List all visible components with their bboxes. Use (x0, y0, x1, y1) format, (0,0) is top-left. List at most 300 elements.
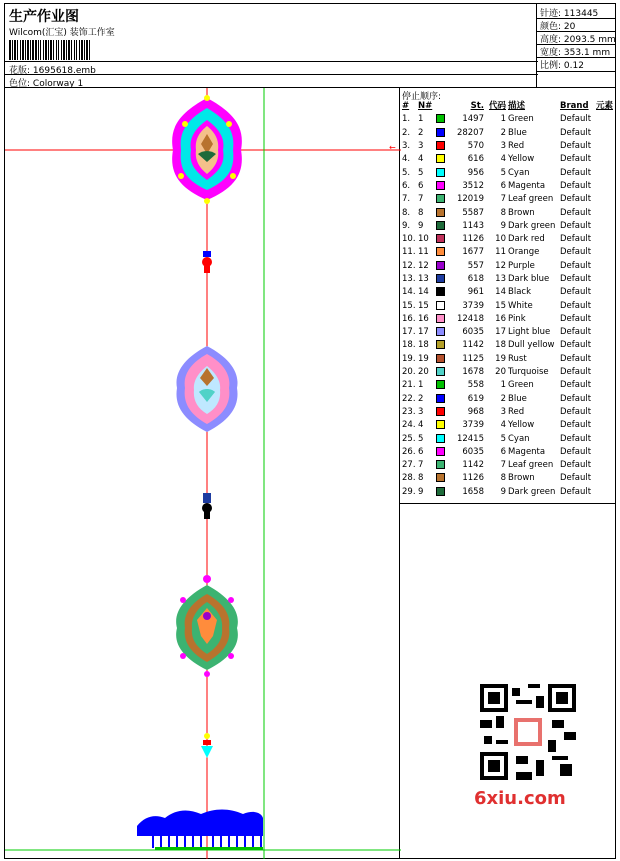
row-needle: 5 (418, 433, 424, 444)
row-description: White (508, 300, 533, 311)
row-element (595, 379, 614, 392)
row-brand: Default (560, 380, 592, 391)
row-swatch (435, 472, 449, 485)
row-swatch (435, 339, 449, 352)
color-swatch (436, 128, 445, 137)
row-description: Purple (508, 260, 535, 271)
row-swatch (435, 353, 449, 366)
row-stitches: 12415 (456, 433, 484, 444)
row-brand: Default (560, 406, 592, 417)
row-needle: 12 (418, 260, 429, 271)
table-row (401, 393, 614, 406)
row-swatch (435, 273, 449, 286)
row-stitches: 6035 (462, 446, 484, 457)
row-swatch (435, 246, 449, 259)
row-element (595, 446, 614, 459)
row-needle: 4 (418, 154, 424, 165)
table-row (401, 193, 614, 206)
table-row (401, 446, 614, 459)
pattern-label: 花版: (9, 66, 31, 76)
row-code: 2 (500, 127, 506, 138)
row-element (595, 366, 614, 379)
row-brand: Default (560, 433, 592, 444)
row-description: Cyan (508, 433, 530, 444)
row-needle: 9 (418, 220, 424, 231)
row-element (595, 140, 614, 153)
color-swatch (436, 261, 445, 270)
row-swatch (435, 206, 449, 219)
row-swatch (435, 260, 449, 273)
thread-table (401, 100, 614, 499)
design-preview (4, 88, 400, 859)
row-stitches: 616 (467, 154, 484, 165)
row-element (595, 313, 614, 326)
row-code: 7 (500, 194, 506, 205)
row-needle: 20 (418, 367, 429, 378)
row-index: 16. (402, 313, 416, 324)
row-swatch (435, 406, 449, 419)
row-index: 2. (402, 127, 411, 138)
row-index: 24. (402, 420, 416, 431)
row-brand: Default (560, 154, 592, 165)
company-name: Wilcom(汇宝) 装饰工作室 (9, 28, 115, 38)
color-swatch (436, 141, 445, 150)
row-needle: 2 (418, 127, 424, 138)
row-description: Magenta (508, 446, 546, 457)
row-element (595, 166, 614, 179)
row-brand: Default (560, 420, 592, 431)
row-swatch (435, 432, 449, 445)
embroidery-design-graphic (5, 88, 401, 859)
row-swatch (435, 419, 449, 432)
row-description: Dark blue (508, 274, 550, 284)
row-swatch (435, 140, 449, 153)
row-code: 16 (495, 313, 506, 324)
row-brand: Default (560, 473, 592, 484)
pattern-value: 1695618.emb (32, 66, 96, 76)
row-code: 11 (495, 247, 506, 258)
row-stitches: 618 (467, 274, 484, 284)
row-needle: 13 (418, 274, 429, 284)
row-stitches: 1497 (462, 114, 484, 125)
row-needle: 2 (418, 393, 424, 404)
row-element (595, 206, 614, 219)
row-swatch (435, 366, 449, 379)
color-swatch (436, 208, 445, 217)
divider (537, 71, 616, 72)
color-swatch (436, 194, 445, 203)
row-brand: Default (560, 247, 592, 258)
stop-sequence-title: 停止顺序: (402, 92, 442, 102)
row-needle: 4 (418, 420, 424, 431)
row-swatch (435, 379, 449, 392)
table-row (401, 233, 614, 246)
col-header-element: 元素 (596, 101, 614, 112)
row-stitches: 3739 (462, 300, 484, 311)
table-row (401, 286, 614, 299)
row-needle: 10 (418, 234, 429, 245)
row-description: Pink (508, 313, 526, 324)
row-brand: Default (560, 300, 592, 311)
table-row (401, 459, 614, 472)
row-index: 20. (402, 367, 416, 378)
row-swatch (435, 393, 449, 406)
table-header-row (401, 100, 614, 113)
col-header-description: 描述 (508, 101, 526, 112)
row-description: Yellow (508, 154, 535, 165)
table-row (401, 406, 614, 419)
barcode (9, 40, 139, 60)
row-description: Red (508, 141, 525, 152)
table-row (401, 140, 614, 153)
col-header-stitches: St. (470, 101, 484, 112)
scale-row (540, 58, 584, 71)
table-row (401, 353, 614, 366)
row-code: 1 (500, 114, 506, 125)
row-stitches: 12418 (456, 313, 484, 324)
row-stitches: 3739 (462, 420, 484, 431)
row-code: 20 (495, 367, 506, 378)
row-swatch (435, 299, 449, 312)
row-element (595, 180, 614, 193)
row-brand: Default (560, 340, 592, 351)
row-element (595, 486, 614, 499)
row-code: 6 (500, 180, 506, 191)
table-row (401, 127, 614, 140)
row-needle: 6 (418, 446, 424, 457)
row-code: 8 (500, 207, 506, 218)
row-needle: 16 (418, 313, 429, 324)
row-code: 2 (500, 393, 506, 404)
row-element (595, 459, 614, 472)
row-description: Turquoise (508, 367, 549, 378)
row-stitches: 619 (467, 393, 484, 404)
table-row (401, 313, 614, 326)
row-swatch (435, 326, 449, 339)
row-needle: 3 (418, 141, 424, 152)
scale-value: 0.12 (563, 61, 584, 71)
row-brand: Default (560, 114, 592, 125)
row-brand: Default (560, 486, 592, 497)
row-description: Green (508, 114, 534, 125)
row-swatch (435, 446, 449, 459)
color-swatch (436, 168, 445, 177)
row-description: Brown (508, 207, 535, 218)
row-swatch (435, 486, 449, 499)
row-element (595, 233, 614, 246)
color-swatch (436, 380, 445, 389)
row-index: 13. (402, 274, 416, 284)
row-element (595, 246, 614, 259)
colors-value: 20 (563, 22, 576, 32)
table-row (401, 432, 614, 445)
row-code: 12 (495, 260, 506, 271)
row-description: Dark green (508, 486, 556, 497)
table-row (401, 339, 614, 352)
row-description: Leaf green (508, 194, 554, 205)
row-brand: Default (560, 446, 592, 457)
row-index: 6. (402, 180, 411, 191)
row-stitches: 28207 (456, 127, 484, 138)
watermark-block (470, 682, 585, 812)
motif-bottom-band (137, 810, 263, 851)
colors-label: 颜色: (540, 22, 562, 32)
motif-small-dark (202, 493, 212, 519)
row-code: 19 (495, 353, 506, 364)
row-stitches: 1126 (462, 234, 484, 245)
watermark-site-text: 6xiu.com (474, 788, 566, 809)
col-header-brand: Brand (560, 101, 589, 112)
row-index: 12. (402, 260, 416, 271)
scale-label: 比例: (540, 61, 562, 71)
row-index: 4. (402, 154, 411, 165)
motif-small-red (202, 251, 212, 273)
color-swatch (436, 301, 445, 310)
row-swatch (435, 233, 449, 246)
row-description: Blue (508, 393, 527, 404)
row-index: 25. (402, 433, 416, 444)
color-swatch (436, 114, 445, 123)
row-index: 5. (402, 167, 411, 178)
row-description: Brown (508, 473, 535, 484)
stitches-value: 113445 (563, 9, 599, 19)
row-needle: 1 (418, 380, 424, 391)
row-swatch (435, 153, 449, 166)
table-row (401, 180, 614, 193)
table-row (401, 273, 614, 286)
divider (5, 61, 538, 62)
table-row (401, 472, 614, 485)
row-swatch (435, 127, 449, 140)
row-brand: Default (560, 460, 592, 471)
row-description: Green (508, 380, 534, 391)
table-row (401, 246, 614, 259)
color-swatch (436, 274, 445, 283)
row-element (595, 260, 614, 273)
row-element (595, 113, 614, 126)
row-needle: 9 (418, 486, 424, 497)
row-swatch (435, 286, 449, 299)
row-stitches: 1142 (462, 460, 484, 471)
row-description: Blue (508, 127, 527, 138)
row-element (595, 127, 614, 140)
table-row (401, 260, 614, 273)
color-swatch (436, 327, 445, 336)
row-brand: Default (560, 287, 592, 298)
row-swatch (435, 313, 449, 326)
row-element (595, 193, 614, 206)
row-index: 7. (402, 194, 411, 205)
width-label: 宽度: (540, 48, 562, 58)
row-stitches: 1677 (462, 247, 484, 258)
row-description: Leaf green (508, 460, 554, 471)
stitches-label: 针迹: (540, 9, 562, 19)
thread-table-body (401, 113, 614, 499)
divider (5, 74, 538, 75)
row-swatch (435, 166, 449, 179)
row-element (595, 339, 614, 352)
row-element (595, 299, 614, 312)
row-stitches: 1658 (462, 486, 484, 497)
row-needle: 7 (418, 460, 424, 471)
row-brand: Default (560, 167, 592, 178)
row-index: 23. (402, 406, 416, 417)
row-code: 5 (500, 433, 506, 444)
row-element (595, 393, 614, 406)
row-code: 4 (500, 154, 506, 165)
row-element (595, 432, 614, 445)
row-description: Red (508, 406, 525, 417)
color-swatch (436, 487, 445, 496)
row-needle: 1 (418, 114, 424, 125)
color-swatch (436, 354, 445, 363)
row-index: 14. (402, 287, 416, 298)
table-row (401, 299, 614, 312)
row-stitches: 1126 (462, 473, 484, 484)
row-brand: Default (560, 194, 592, 205)
color-swatch (436, 221, 445, 230)
row-brand: Default (560, 220, 592, 231)
row-code: 6 (500, 446, 506, 457)
color-swatch (436, 394, 445, 403)
row-code: 5 (500, 167, 506, 178)
row-brand: Default (560, 313, 592, 324)
row-brand: Default (560, 180, 592, 191)
row-stitches: 956 (467, 167, 484, 178)
row-needle: 8 (418, 473, 424, 484)
row-needle: 14 (418, 287, 429, 298)
row-brand: Default (560, 274, 592, 284)
color-swatch (436, 287, 445, 296)
color-swatch (436, 340, 445, 349)
color-swatch (436, 247, 445, 256)
motif-top (172, 95, 242, 204)
row-code: 10 (495, 234, 506, 245)
qr-code-icon (480, 684, 576, 780)
row-needle: 18 (418, 340, 429, 351)
row-code: 4 (500, 420, 506, 431)
row-swatch (435, 193, 449, 206)
row-stitches: 12019 (456, 194, 484, 205)
color-swatch (436, 407, 445, 416)
row-code: 3 (500, 141, 506, 152)
table-row (401, 326, 614, 339)
row-description: Rust (508, 353, 527, 364)
stats-panel (537, 3, 616, 88)
row-index: 22. (402, 393, 416, 404)
row-description: Dull yellow (508, 340, 555, 351)
width-value: 353.1 mm (563, 48, 611, 58)
row-stitches: 961 (467, 287, 484, 298)
row-stitches: 1142 (462, 340, 484, 351)
height-value: 2093.5 mm (563, 35, 616, 45)
col-header-code: 代码 (488, 101, 506, 112)
row-description: Light blue (508, 327, 551, 338)
row-element (595, 406, 614, 419)
row-needle: 8 (418, 207, 424, 218)
row-brand: Default (560, 393, 592, 404)
row-description: Magenta (508, 180, 546, 191)
row-code: 7 (500, 460, 506, 471)
col-header-needle: N# (418, 101, 433, 112)
row-swatch (435, 459, 449, 472)
color-swatch (436, 154, 445, 163)
row-index: 11. (402, 247, 416, 258)
row-code: 1 (500, 380, 506, 391)
page-title: 生产作业图 (9, 9, 79, 25)
row-code: 13 (495, 274, 506, 284)
row-index: 28. (402, 473, 416, 484)
color-swatch (436, 234, 445, 243)
color-swatch (436, 420, 445, 429)
color-swatch (436, 367, 445, 376)
color-swatch (436, 434, 445, 443)
row-brand: Default (560, 260, 592, 271)
row-description: Yellow (508, 420, 535, 431)
row-index: 8. (402, 207, 411, 218)
color-swatch (436, 314, 445, 323)
row-brand: Default (560, 327, 592, 338)
row-index: 1. (402, 114, 411, 125)
row-stitches: 1125 (462, 353, 484, 364)
row-element (595, 472, 614, 485)
row-element (595, 326, 614, 339)
row-element (595, 153, 614, 166)
row-description: Dark green (508, 220, 556, 231)
row-element (595, 273, 614, 286)
row-stitches: 570 (467, 141, 484, 152)
row-brand: Default (560, 207, 592, 218)
row-index: 3. (402, 141, 411, 152)
table-row (401, 206, 614, 219)
color-swatch (436, 473, 445, 482)
divider (400, 503, 616, 504)
row-code: 3 (500, 406, 506, 417)
height-label: 高度: (540, 35, 562, 45)
table-row (401, 166, 614, 179)
table-row (401, 379, 614, 392)
row-stitches: 1678 (462, 367, 484, 378)
row-stitches: 5587 (462, 207, 484, 218)
motif-green (176, 575, 238, 677)
row-code: 17 (495, 327, 506, 338)
row-swatch (435, 180, 449, 193)
row-index: 19. (402, 353, 416, 364)
row-description: Orange (508, 247, 540, 258)
table-row (401, 486, 614, 499)
row-stitches: 6035 (462, 327, 484, 338)
col-header-index: # (402, 101, 410, 112)
row-needle: 6 (418, 180, 424, 191)
table-row (401, 113, 614, 126)
table-row (401, 220, 614, 233)
row-element (595, 286, 614, 299)
row-index: 21. (402, 380, 416, 391)
row-needle: 15 (418, 300, 429, 311)
row-code: 8 (500, 473, 506, 484)
color-swatch (436, 447, 445, 456)
row-needle: 19 (418, 353, 429, 364)
row-stitches: 968 (467, 406, 484, 417)
row-stitches: 558 (467, 380, 484, 391)
barcode-bar (90, 40, 92, 60)
row-brand: Default (560, 127, 592, 138)
row-code: 15 (495, 300, 506, 311)
color-swatch (436, 460, 445, 469)
row-swatch (435, 220, 449, 233)
table-row (401, 366, 614, 379)
row-index: 26. (402, 446, 416, 457)
